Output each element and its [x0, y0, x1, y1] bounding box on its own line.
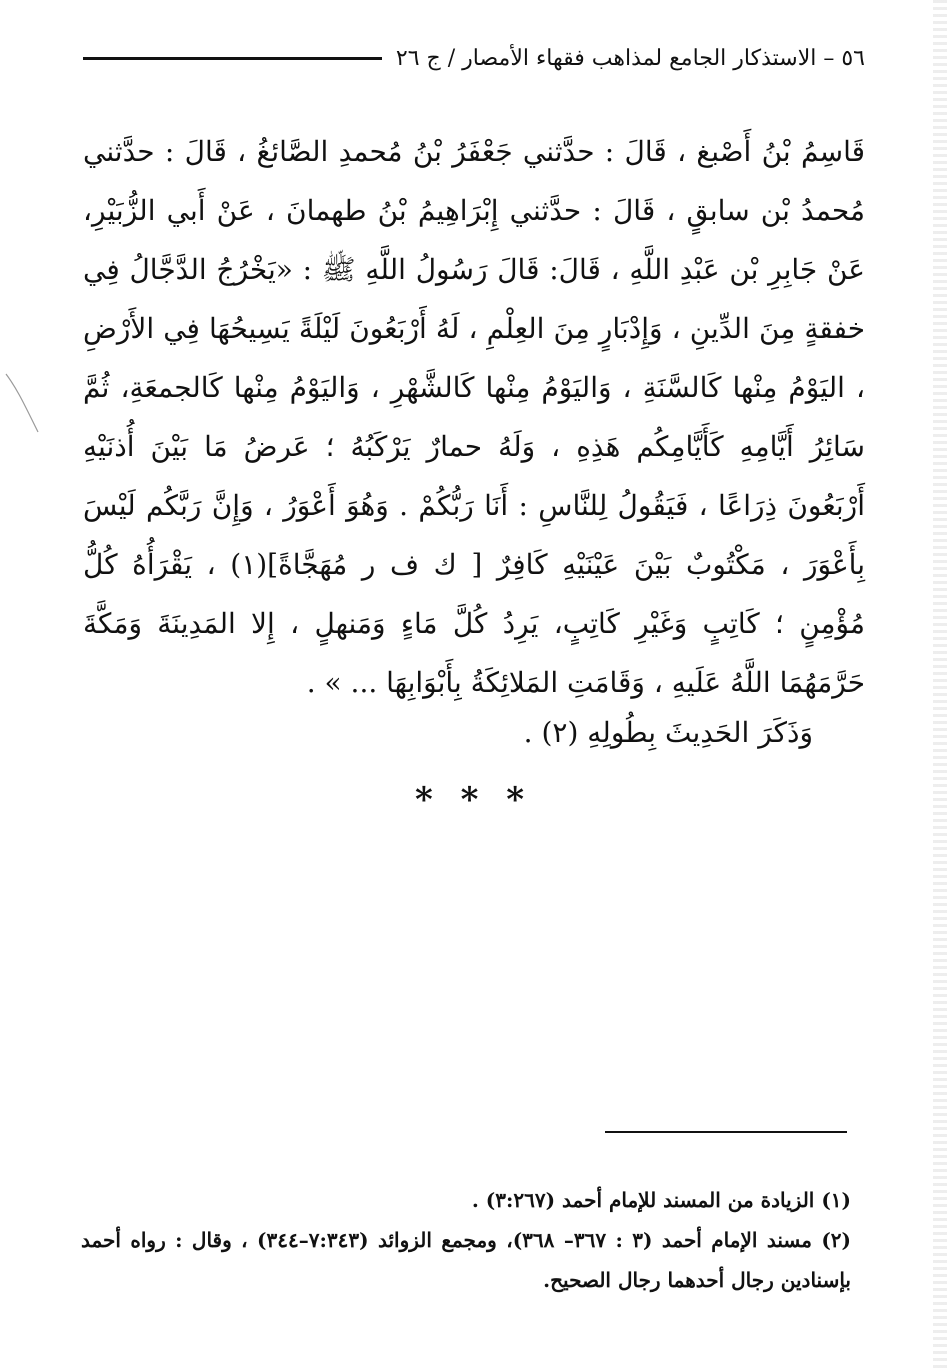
footnotes	[81, 1180, 851, 1300]
hadith-paragraph: قَاسِمُ بْنُ أَصْبغ ، قَالَ : حدَّثني جَعْفَرُ بْنُ مُحمدِ الصَّائغُ ، قَالَ : حدَّثني مُحمدُ بْن سابقٍ ، قَالَ : حدَّثني إِبْرَاهِيمُ بْنُ طهمانَ ، عَنْ أَبي الزُّبَيْرِ، عَنْ جَابِرِ بْن عَبْدِ اللَّهِ ، قَالَ: قَالَ رَسُولُ اللَّهِ ﷺ : «يَخْرُجُ الدَّجَّالُ فِي خفقةٍ مِنَ الدِّينِ ، وَإِدْبَارٍ مِنَ العِلْمِ ، لَهُ أَرْبَعُونَ لَيْلَةً يَسِيحُهَا فِي الأَرْضِ ، اليَوْمُ مِنْها كَالسَّنَةِ ، وَاليَوْمُ مِنْها كَالشَّهْرِ ، وَاليَوْمُ مِنْها كَالجمعَةِ، ثُمَّ سَائِرُ أَيَّامِهِ كَأَيَّامِكُم هَذِهِ ، وَلَهُ حمارٌ يَرْكَبُهُ ؛ عَرضُ مَا بَيْنَ أُذنَيْهِ أَرْبَعُونَ ذِرَاعًا ، فَيَقُولُ لِلنَّاسِ : أَنَا رَبُّكُمْ . وَهُوَ أَعْوَرُ ، وَإِنَّ رَبَّكُم لَيْسَ بِأَعْوَرَ ، مَكْتُوبٌ بَيْنَ عَيْنَيْهِ كَافِرٌ [ ك ف ر مُهَجَّاةً](١) ، يَقْرَأُهُ كُلُّ مُؤْمِنٍ ؛ كَاتِبٍ وَغَيْرِ كَاتِبٍ، يَرِدُ كُلَّ مَاءٍ وَمَنهلٍ ، إِلا المَدِينَةَ وَمَكَّةَ حَرَّمَهُمَا اللَّهُ عَلَيهِ ، وَقَامَتِ المَلائِكَةُ بِأَبْوَابِهَا ... » .	[83, 135, 866, 699]
running-title: ٥٦ – الاستذكار الجامع لمذاهب فقهاء الأمصار / ج ٢٦	[395, 45, 865, 71]
running-header	[83, 38, 865, 78]
main-text	[83, 122, 865, 712]
footnote-1: (١) الزيادة من المسند للإمام أحمد (٣:٢٦٧) .	[471, 1188, 851, 1212]
margin-scan-mark	[4, 370, 44, 440]
closing-line: وَذَكَرَ الحَدِيثَ بِطُولِهِ (٢) .	[523, 716, 813, 749]
scan-spine-edge	[933, 0, 947, 1368]
footnote-2: (٢) مسند الإمام أحمد (٣ : ٣٦٧– ٣٦٨)، ومجمع الزوائد (٧:٣٤٣–٣٤٤) ، وقال : رواه أحمد بإسنادين رجال أحدهما رجال الصحيح.	[81, 1228, 852, 1292]
section-separator: * * *	[414, 780, 532, 820]
footnote-rule	[605, 1131, 847, 1133]
header-rule	[83, 57, 382, 60]
